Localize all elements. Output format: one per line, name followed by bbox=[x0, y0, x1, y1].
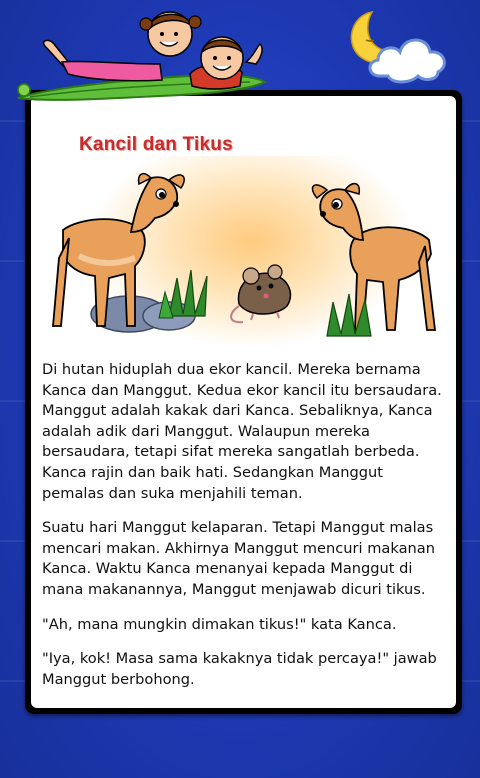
story-paragraph-2: Suatu hari Manggut kelaparan. Tetapi Manggut malas mencari makan. Akhirnya Manggut mencuri makanan Kanca. Waktu Kanca menanyai kepada Manggut di mana makanannya, Manggut menjawab dicuri tikus. bbox=[42, 519, 435, 598]
kids-illustration bbox=[10, 2, 270, 106]
grass-right-icon bbox=[327, 294, 371, 336]
story-paragraph-4: "Iya, kok! Masa sama kakaknya tidak percaya!" jawab Manggut berbohong. bbox=[42, 650, 437, 688]
story-text bbox=[42, 360, 444, 704]
story-title: Kancil dan Tikus bbox=[79, 134, 233, 155]
story-panel[interactable] bbox=[31, 96, 456, 708]
scene-illustration bbox=[39, 166, 443, 346]
story-card bbox=[25, 90, 462, 714]
moon-cloud-illustration bbox=[340, 6, 455, 86]
deer-right-icon bbox=[312, 184, 435, 330]
story-paragraph-3: "Ah, mana mungkin dimakan tikus!" kata Kanca. bbox=[42, 615, 397, 633]
cloud-icon bbox=[370, 40, 444, 82]
grass-icon bbox=[159, 270, 207, 318]
story-paragraph-1: Di hutan hiduplah dua ekor kancil. Mereka bernama Kanca dan Manggut. Kedua ekor kancil itu bersaudara. Manggut adalah kakak dari Kanca. Sebaliknya, Kanca adalah adik dari Manggut. Walaupun mereka bersaudara, tetapi sifat mereka sangatlah berbeda. Kanca rajin dan baik hati. Sedangkan Manggut pemalas dan suka menjahili teman. bbox=[42, 361, 442, 502]
girl-icon bbox=[44, 12, 201, 81]
mouse-icon bbox=[231, 265, 290, 322]
